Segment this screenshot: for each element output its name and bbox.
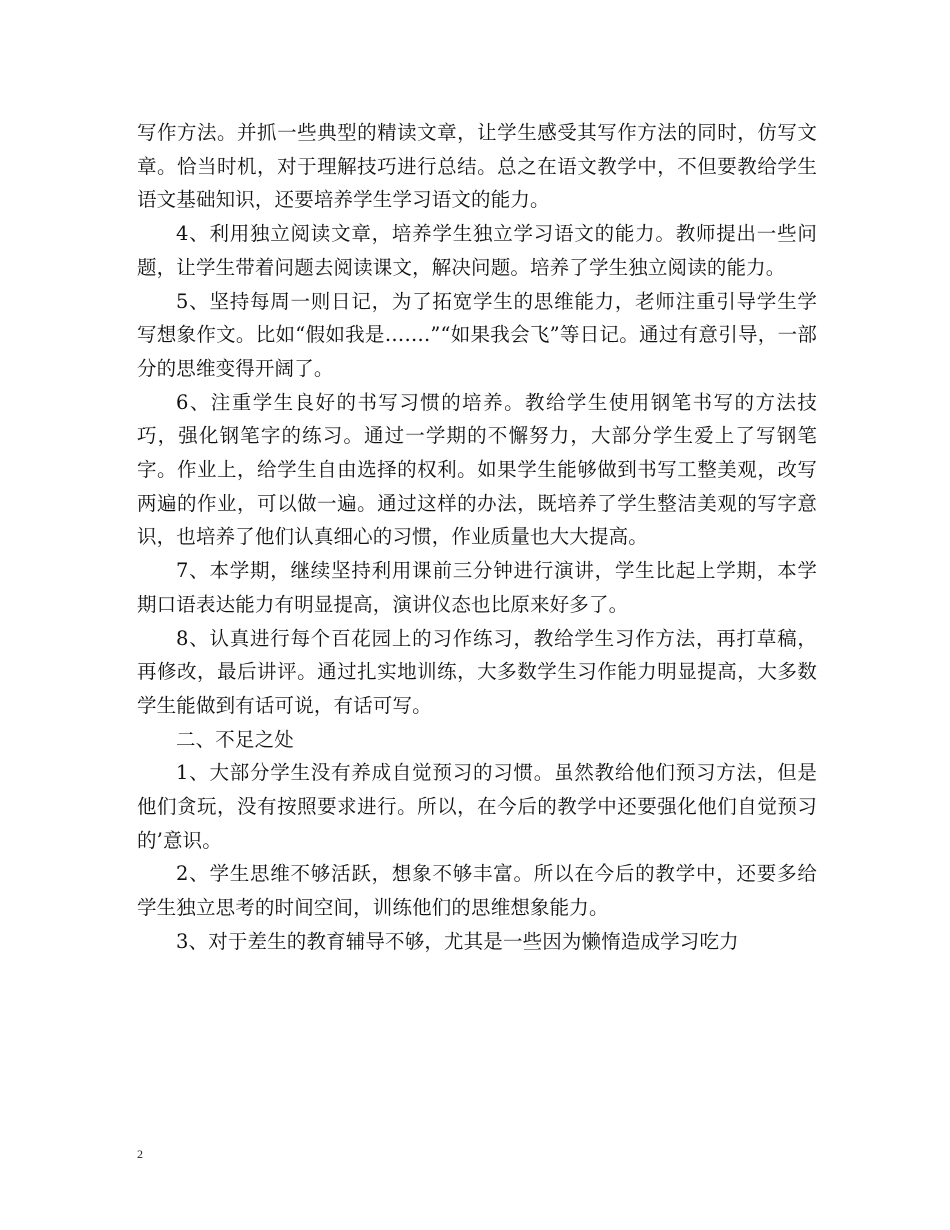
paragraph-item-8-composition-practice: 8、认真进行每个百花园上的习作练习，教给学生习作方法，再打草稿，再修改，最后讲评。通过扎实地训练，大多数学生习作能力明显提高，大多数学生能做到有话可说，有话可写。	[137, 626, 817, 717]
paragraph-shortcoming-3-tutoring: 3、对于差生的教育辅导不够，尤其是一些因为懒惰造成学习吃力	[176, 929, 739, 953]
paragraph-item-4-independent-reading: 4、利用独立阅读文章，培养学生独立学习语文的能力。教师提出一些问题，让学生带着问题去阅读课文，解决问题。培养了学生独立阅读的能力。	[137, 222, 817, 279]
document-body	[137, 116, 817, 959]
paragraph-writing-methods: 写作方法。并抓一些典型的精读文章，让学生感受其写作方法的同时，仿写文章。恰当时机，对于理解技巧进行总结。总之在语文教学中，不但要教给学生语文基础知识，还要培养学生学习语文的能力。	[137, 121, 817, 212]
section-heading-shortcomings: 二、不足之处	[176, 727, 294, 751]
paragraph-item-7-speech-practice: 7、本学期，继续坚持利用课前三分钟进行演讲，学生比起上学期，本学期口语表达能力有明显提高，演讲仪态也比原来好多了。	[137, 559, 817, 616]
paragraph-shortcoming-2-thinking: 2、学生思维不够活跃，想象不够丰富。所以在今后的教学中，还要多给学生独立思考的时间空间，训练他们的思维想象能力。	[137, 862, 817, 920]
paragraph-item-6-handwriting-habits: 6、注重学生良好的书写习惯的培养。教给学生使用钢笔书写的方法技巧，强化钢笔字的练习。通过一学期的不懈努力，大部分学生爱上了写钢笔字。作业上，给学生自由选择的权利。如果学生能够做到书写工整美观，改写两遍的作业，可以做一遍。通过这样的办法，既培养了学生整洁美观的写字意识，也培养了他们认真细心的习惯，作业质量也大大提高。	[137, 390, 817, 549]
page-number: 2	[137, 1147, 143, 1161]
paragraph-item-5-weekly-diary: 5、坚持每周一则日记，为了拓宽学生的思维能力，老师注重引导学生学写想象作文。比如“假如我是…….”“如果我会飞”等日记。通过有意引导，一部分的思维变得开阔了。	[137, 289, 817, 380]
paragraph-shortcoming-1-preview-habit: 1、大部分学生没有养成自觉预习的习惯。虽然教给他们预习方法，但是他们贪玩，没有按照要求进行。所以，在今后的教学中还要强化他们自觉预习的’意识。	[137, 761, 817, 852]
